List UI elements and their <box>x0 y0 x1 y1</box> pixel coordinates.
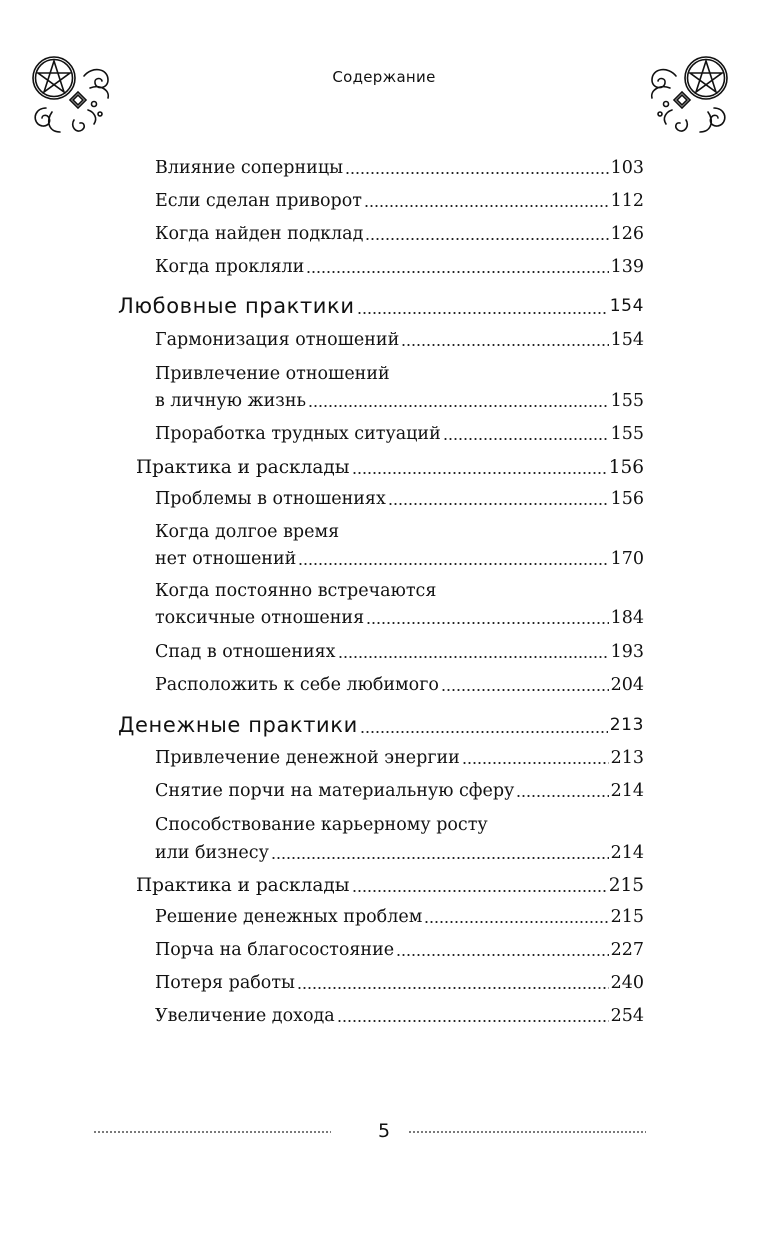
dot-leader <box>401 343 608 347</box>
toc-section-page: 154 <box>609 296 644 316</box>
toc-section-label: Денежные практики <box>118 713 358 737</box>
toc-entry-label: в личную жизнь <box>155 391 307 411</box>
toc-entry-label: Потеря работы <box>155 973 295 993</box>
dot-leader <box>366 621 608 625</box>
toc-entry-page: 156 <box>610 489 644 509</box>
toc-entry-page: 193 <box>610 642 644 662</box>
toc-subsection-page: 215 <box>608 875 644 896</box>
toc-entry[interactable] <box>155 190 644 212</box>
toc-entry[interactable] <box>155 906 644 928</box>
toc-entry-page: 155 <box>610 391 644 411</box>
toc-entry-label: Проработка трудных ситуаций <box>155 424 441 444</box>
toc-entry[interactable] <box>155 607 644 629</box>
toc-subsection[interactable] <box>136 875 644 897</box>
toc-section[interactable] <box>118 712 644 738</box>
toc-entry-label: Решение денежных проблем <box>155 907 423 927</box>
toc-entry-label: Снятие порчи на материальную сферу <box>155 781 515 801</box>
dot-leader <box>441 688 609 692</box>
toc-entry-page: 126 <box>610 224 644 244</box>
toc-entry[interactable] <box>155 548 644 570</box>
toc-entry-page: 213 <box>610 748 644 768</box>
toc-entry[interactable] <box>155 488 644 510</box>
toc-entry-label: Спад в отношениях <box>155 642 336 662</box>
toc-entry-label: или бизнесу <box>155 843 269 863</box>
toc-entry-label: Гармонизация отношений <box>155 330 400 350</box>
toc-entry-page: 170 <box>610 549 644 569</box>
dot-leader <box>345 171 609 175</box>
toc-entry-label: Увеличение дохода <box>155 1006 335 1026</box>
toc-entry-label: Когда найден подклад <box>155 224 364 244</box>
toc-entry-page: 254 <box>610 1006 644 1026</box>
toc-subsection-label: Практика и расклады <box>136 457 350 478</box>
toc-entry-label: Когда прокляли <box>155 257 305 277</box>
dot-leader <box>352 471 607 475</box>
toc-entry-page: 103 <box>610 158 644 178</box>
toc-entry[interactable] <box>155 641 644 663</box>
dot-leader <box>308 404 609 408</box>
toc-entry-label: Если сделан приворот <box>155 191 362 211</box>
dot-leader <box>424 920 608 924</box>
toc-subsection-label: Практика и расклады <box>136 875 350 896</box>
page-number: 5 <box>377 1120 391 1142</box>
footer-dotted-rule-right <box>408 1130 646 1134</box>
toc-entry-page: 112 <box>610 191 644 211</box>
dot-leader <box>443 437 609 441</box>
dot-leader <box>337 1019 609 1023</box>
dot-leader <box>357 311 608 315</box>
toc-entry-label: Влияние соперницы <box>155 158 343 178</box>
toc-entry-label-line1: Способствование карьерному росту <box>155 815 488 835</box>
toc-entry[interactable] <box>155 223 644 245</box>
toc-entry-page: 227 <box>610 940 644 960</box>
dot-leader <box>388 502 609 506</box>
toc-entry[interactable] <box>155 747 644 769</box>
dot-leader <box>297 986 609 990</box>
toc-section-label: Любовные практики <box>118 294 355 318</box>
toc-entry-page: 155 <box>610 424 644 444</box>
toc-entry-label-line1: Привлечение отношений <box>155 364 390 384</box>
dot-leader <box>360 730 608 734</box>
dot-leader <box>462 761 609 765</box>
running-header-title: Содержание <box>332 68 436 86</box>
toc-section-page: 213 <box>609 715 644 735</box>
toc-entry[interactable] <box>155 329 644 351</box>
toc-entry[interactable] <box>155 157 644 179</box>
toc-entry[interactable] <box>155 256 644 278</box>
toc-entry-label: нет отношений <box>155 549 297 569</box>
toc-entry[interactable] <box>155 780 644 802</box>
toc-entry-label-line1: Когда долгое время <box>155 522 340 542</box>
toc-entry-page: 240 <box>610 973 644 993</box>
toc-entry-label: токсичные отношения <box>155 608 365 628</box>
toc-section[interactable] <box>118 293 644 319</box>
toc-entry-page: 214 <box>610 843 644 863</box>
toc-entry-page: 139 <box>610 257 644 277</box>
toc-subsection[interactable] <box>136 457 644 479</box>
toc-entry-page: 215 <box>610 907 644 927</box>
dot-leader <box>298 562 608 566</box>
toc-entry[interactable] <box>155 842 644 864</box>
toc-entry-page: 214 <box>610 781 644 801</box>
dot-leader <box>516 794 608 798</box>
toc-entry-label: Порча на благосостояние <box>155 940 395 960</box>
toc-entry-label: Расположить к себе любимого <box>155 675 439 695</box>
toc-entry-page: 204 <box>610 675 644 695</box>
toc-entry[interactable] <box>155 423 644 445</box>
toc-subsection-page: 156 <box>608 457 644 478</box>
toc-entry[interactable] <box>155 939 644 961</box>
toc-entry[interactable] <box>155 1005 644 1027</box>
toc-entry-label-line1: Когда постоянно встречаются <box>155 581 437 601</box>
dot-leader <box>306 270 608 274</box>
dot-leader <box>352 889 607 893</box>
dot-leader <box>271 856 609 860</box>
toc-entry-label: Привлечение денежной энергии <box>155 748 460 768</box>
toc-entry[interactable] <box>155 972 644 994</box>
dot-leader <box>338 655 609 659</box>
toc-entry[interactable] <box>155 674 644 696</box>
dot-leader <box>364 204 609 208</box>
dot-leader <box>396 953 608 957</box>
toc-entry-label: Проблемы в отношениях <box>155 489 386 509</box>
toc-entry-page: 154 <box>610 330 644 350</box>
toc-entry[interactable] <box>155 390 644 412</box>
toc-entry-page: 184 <box>610 608 644 628</box>
dot-leader <box>365 237 608 241</box>
